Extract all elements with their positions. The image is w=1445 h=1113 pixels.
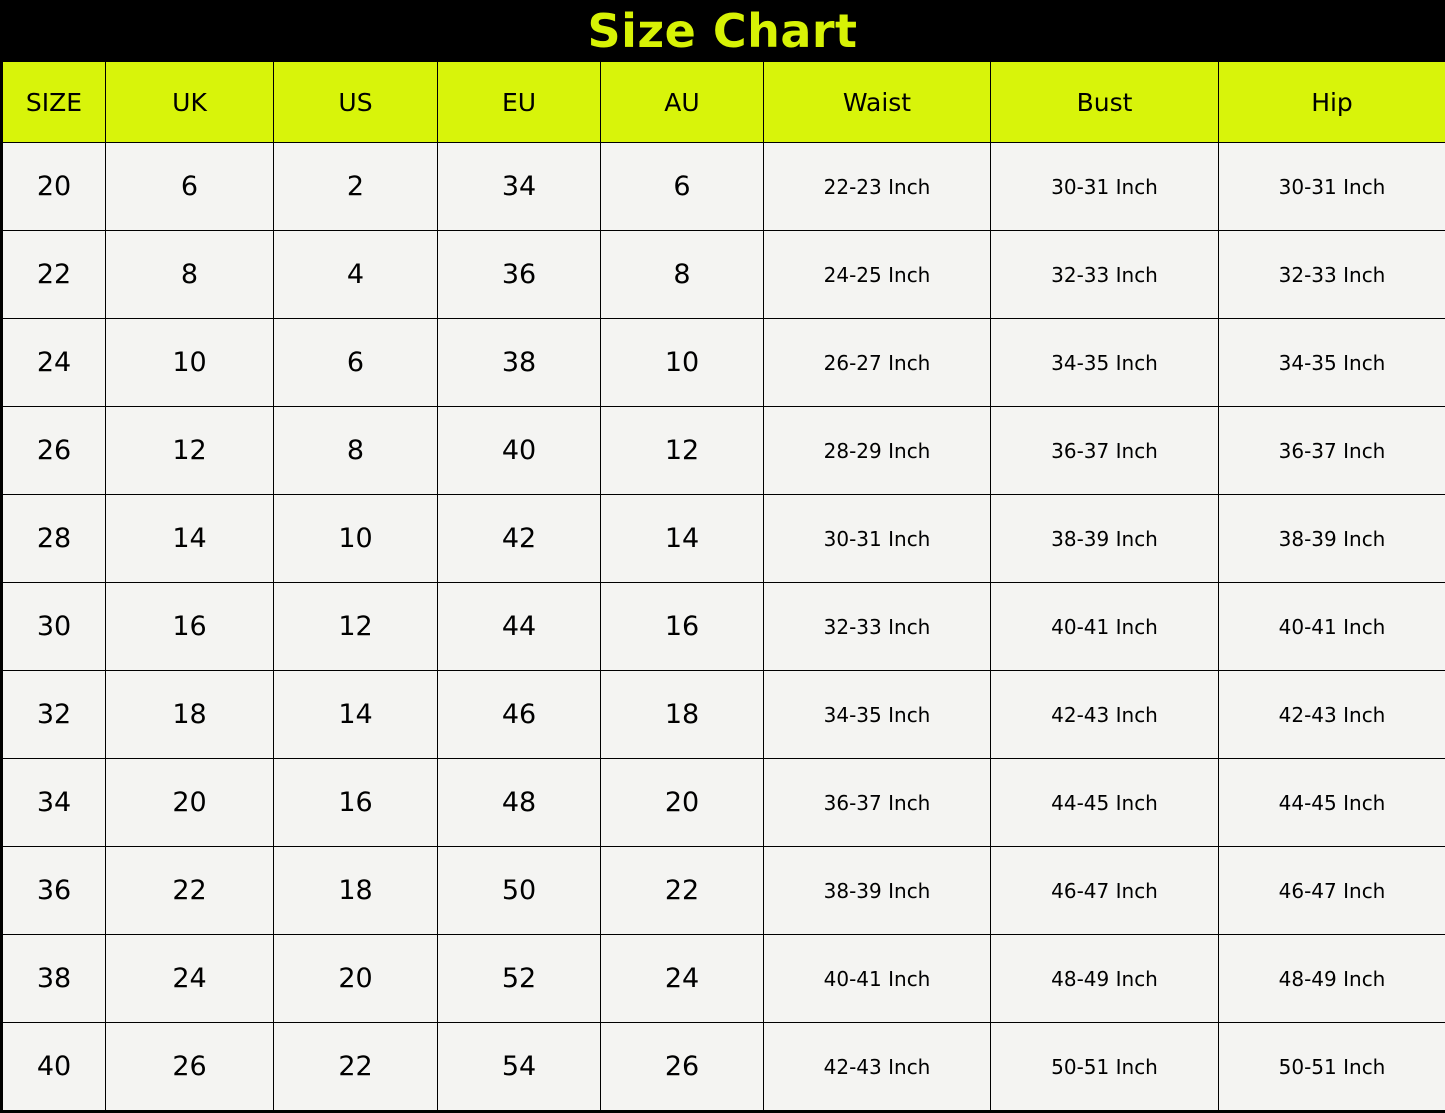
column-header-au: AU: [601, 62, 764, 143]
cell-eu: 34: [438, 143, 601, 231]
cell-us: 12: [274, 583, 438, 671]
cell-bust: 34-35 Inch: [991, 319, 1219, 407]
cell-bust: 50-51 Inch: [991, 1023, 1219, 1111]
cell-bust: 30-31 Inch: [991, 143, 1219, 231]
cell-hip: 38-39 Inch: [1219, 495, 1445, 583]
table-row: [3, 407, 1445, 495]
cell-uk: 24: [106, 935, 274, 1023]
table-row: [3, 583, 1445, 671]
column-header-eu: EU: [438, 62, 601, 143]
table-body: [3, 143, 1445, 1111]
column-header-waist: Waist: [764, 62, 991, 143]
cell-uk: 20: [106, 759, 274, 847]
cell-size: 22: [3, 231, 106, 319]
cell-us: 4: [274, 231, 438, 319]
cell-au: 24: [601, 935, 764, 1023]
cell-au: 22: [601, 847, 764, 935]
cell-uk: 8: [106, 231, 274, 319]
table-row: [3, 671, 1445, 759]
column-header-us: US: [274, 62, 438, 143]
cell-bust: 36-37 Inch: [991, 407, 1219, 495]
cell-size: 30: [3, 583, 106, 671]
cell-hip: 34-35 Inch: [1219, 319, 1445, 407]
cell-eu: 38: [438, 319, 601, 407]
cell-waist: 38-39 Inch: [764, 847, 991, 935]
table-row: [3, 231, 1445, 319]
cell-eu: 54: [438, 1023, 601, 1111]
cell-hip: 44-45 Inch: [1219, 759, 1445, 847]
cell-waist: 24-25 Inch: [764, 231, 991, 319]
cell-bust: 38-39 Inch: [991, 495, 1219, 583]
cell-au: 6: [601, 143, 764, 231]
table-row: [3, 143, 1445, 231]
column-header-hip: Hip: [1219, 62, 1445, 143]
cell-us: 14: [274, 671, 438, 759]
cell-eu: 36: [438, 231, 601, 319]
column-header-size: SIZE: [3, 62, 106, 143]
cell-size: 38: [3, 935, 106, 1023]
page-title: Size Chart: [587, 3, 858, 58]
cell-uk: 16: [106, 583, 274, 671]
table-row: [3, 495, 1445, 583]
cell-us: 6: [274, 319, 438, 407]
table-row: [3, 759, 1445, 847]
cell-au: 18: [601, 671, 764, 759]
cell-uk: 22: [106, 847, 274, 935]
cell-us: 18: [274, 847, 438, 935]
cell-bust: 32-33 Inch: [991, 231, 1219, 319]
cell-au: 26: [601, 1023, 764, 1111]
cell-au: 8: [601, 231, 764, 319]
cell-waist: 26-27 Inch: [764, 319, 991, 407]
cell-waist: 34-35 Inch: [764, 671, 991, 759]
cell-waist: 36-37 Inch: [764, 759, 991, 847]
cell-us: 16: [274, 759, 438, 847]
column-header-uk: UK: [106, 62, 274, 143]
cell-eu: 48: [438, 759, 601, 847]
table-header-row: [3, 62, 1445, 143]
cell-hip: 40-41 Inch: [1219, 583, 1445, 671]
table-header: [3, 62, 1445, 143]
cell-eu: 40: [438, 407, 601, 495]
cell-waist: 22-23 Inch: [764, 143, 991, 231]
cell-us: 8: [274, 407, 438, 495]
table-row: [3, 935, 1445, 1023]
cell-eu: 42: [438, 495, 601, 583]
cell-eu: 46: [438, 671, 601, 759]
cell-bust: 40-41 Inch: [991, 583, 1219, 671]
cell-au: 10: [601, 319, 764, 407]
cell-uk: 10: [106, 319, 274, 407]
size-chart-table: [2, 61, 1445, 1111]
cell-waist: 40-41 Inch: [764, 935, 991, 1023]
cell-waist: 28-29 Inch: [764, 407, 991, 495]
cell-eu: 50: [438, 847, 601, 935]
cell-uk: 14: [106, 495, 274, 583]
table-row: [3, 847, 1445, 935]
cell-uk: 26: [106, 1023, 274, 1111]
column-header-bust: Bust: [991, 62, 1219, 143]
cell-eu: 44: [438, 583, 601, 671]
cell-hip: 46-47 Inch: [1219, 847, 1445, 935]
cell-bust: 46-47 Inch: [991, 847, 1219, 935]
cell-au: 12: [601, 407, 764, 495]
cell-size: 34: [3, 759, 106, 847]
cell-size: 40: [3, 1023, 106, 1111]
cell-uk: 6: [106, 143, 274, 231]
cell-hip: 32-33 Inch: [1219, 231, 1445, 319]
title-bar: [0, 0, 1445, 61]
cell-bust: 48-49 Inch: [991, 935, 1219, 1023]
cell-waist: 42-43 Inch: [764, 1023, 991, 1111]
cell-hip: 36-37 Inch: [1219, 407, 1445, 495]
cell-eu: 52: [438, 935, 601, 1023]
cell-hip: 30-31 Inch: [1219, 143, 1445, 231]
cell-us: 22: [274, 1023, 438, 1111]
cell-size: 24: [3, 319, 106, 407]
cell-au: 16: [601, 583, 764, 671]
cell-hip: 48-49 Inch: [1219, 935, 1445, 1023]
cell-size: 20: [3, 143, 106, 231]
cell-size: 28: [3, 495, 106, 583]
cell-waist: 30-31 Inch: [764, 495, 991, 583]
cell-au: 20: [601, 759, 764, 847]
cell-hip: 50-51 Inch: [1219, 1023, 1445, 1111]
table-row: [3, 319, 1445, 407]
table-container: [0, 61, 1445, 1113]
cell-hip: 42-43 Inch: [1219, 671, 1445, 759]
table-row: [3, 1023, 1445, 1111]
cell-size: 26: [3, 407, 106, 495]
cell-uk: 12: [106, 407, 274, 495]
cell-us: 20: [274, 935, 438, 1023]
cell-uk: 18: [106, 671, 274, 759]
cell-waist: 32-33 Inch: [764, 583, 991, 671]
cell-bust: 42-43 Inch: [991, 671, 1219, 759]
cell-bust: 44-45 Inch: [991, 759, 1219, 847]
cell-us: 10: [274, 495, 438, 583]
cell-us: 2: [274, 143, 438, 231]
cell-size: 32: [3, 671, 106, 759]
cell-size: 36: [3, 847, 106, 935]
cell-au: 14: [601, 495, 764, 583]
